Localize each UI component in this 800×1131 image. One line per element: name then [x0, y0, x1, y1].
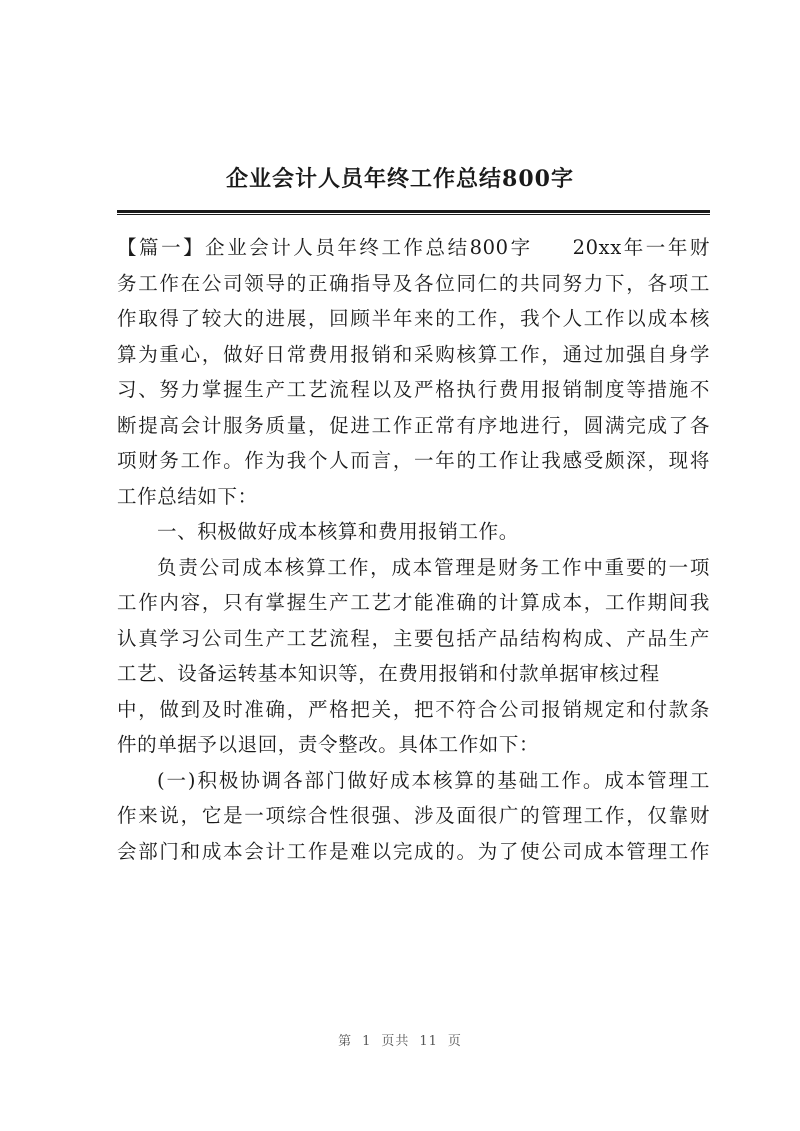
- paragraph-line: 算为重心，做好日常费用报销和采购核算工作，通过加强自身学: [117, 342, 710, 366]
- footer-label-prefix: 第: [338, 1034, 353, 1049]
- document-title: 企业会计人员年终工作总结800字: [226, 166, 574, 192]
- paragraph-line: 习、努力掌握生产工艺流程以及严格执行费用报销制度等措施不: [117, 378, 710, 401]
- title-divider-thin: [117, 214, 710, 215]
- intro-heading-text: 【篇一】企业会计人员年终工作总结800字: [117, 236, 533, 259]
- paragraph-line: 工作总结如下：: [117, 484, 258, 508]
- paragraph-line: 作来说，它是一项综合性很强、涉及面很广的管理工作，仅靠财: [117, 804, 710, 827]
- paragraph-line: 断提高会计服务质量，促进工作正常有序地进行，圆满完成了各: [117, 413, 710, 437]
- paragraph-line: 负责公司成本核算工作，成本管理是财务工作中重要的一项: [157, 555, 710, 579]
- paragraph-line: [117, 230, 710, 266]
- paragraph-line: 会部门和成本会计工作是难以完成的。为了使公司成本管理工作: [117, 839, 710, 863]
- footer-label-suffix: 页: [447, 1034, 462, 1049]
- page-footer: [0, 1030, 800, 1049]
- footer-total-pages: 11: [419, 1034, 438, 1049]
- paragraph-line: 工艺、设备运转基本知识等，在费用报销和付款单据审核过程: [117, 662, 660, 685]
- document-body: [117, 230, 710, 869]
- footer-page-number: 1: [362, 1034, 372, 1049]
- footer-label-middle: 页共: [381, 1034, 410, 1049]
- paragraph-line: 中，做到及时准确，严格把关，把不符合公司报销规定和付款条: [117, 697, 710, 721]
- paragraph-line: 务工作在公司领导的正确指导及各位同仁的共同努力下，各项工: [117, 271, 710, 295]
- paragraph-line: 项财务工作。作为我个人而言，一年的工作让我感受颇深，现将: [117, 449, 710, 472]
- section-heading: 一、积极做好成本核算和费用报销工作。: [157, 520, 519, 543]
- title-divider-thick: [117, 210, 710, 213]
- paragraph-line: (一)积极协调各部门做好成本核算的基础工作。成本管理工: [157, 768, 710, 792]
- paragraph-line: 作取得了较大的进展，回顾半年来的工作，我个人工作以成本核: [117, 307, 710, 330]
- paragraph-line: 认真学习公司生产工艺流程，主要包括产品结构构成、产品生产: [117, 626, 710, 650]
- paragraph-line: 件的单据予以退回，责令整改。具体工作如下：: [117, 733, 540, 756]
- intro-year-text: 20xx年一年财: [572, 236, 710, 259]
- paragraph-line: 工作内容，只有掌握生产工艺才能准确的计算成本，工作期间我: [117, 591, 710, 614]
